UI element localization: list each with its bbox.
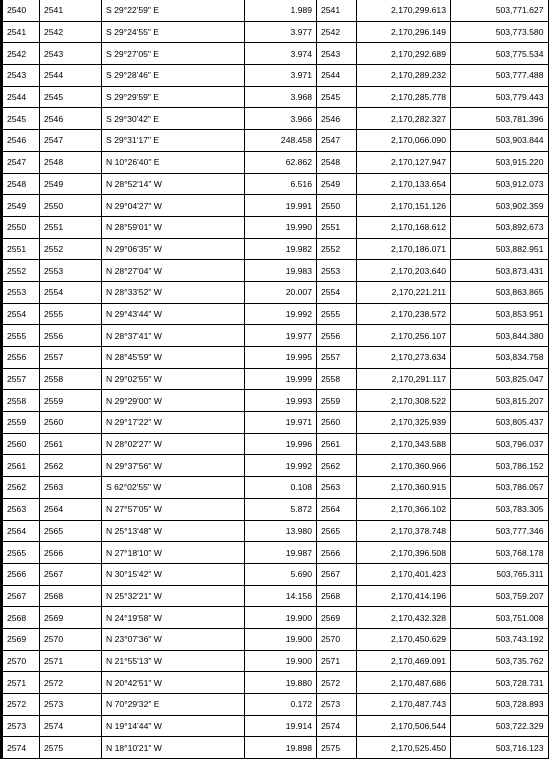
bearing-cell: N 29°02'55" W xyxy=(102,368,245,390)
easting-cell: 503,735.762 xyxy=(451,650,549,672)
easting-cell: 503,777.346 xyxy=(451,520,549,542)
point-cell: 2575 xyxy=(317,737,357,759)
northing-cell: 2,170,127.947 xyxy=(357,151,451,173)
station-from-cell: 2554 xyxy=(2,303,40,325)
northing-cell: 2,170,469.091 xyxy=(357,650,451,672)
station-to-cell: 2557 xyxy=(40,347,102,369)
distance-cell: 19.992 xyxy=(245,303,317,325)
easting-cell: 503,773.580 xyxy=(451,21,549,43)
point-cell: 2573 xyxy=(317,694,357,716)
bearing-cell: N 28°02'27" W xyxy=(102,433,245,455)
distance-cell: 19.987 xyxy=(245,542,317,564)
distance-cell: 19.982 xyxy=(245,238,317,260)
table-row xyxy=(2,216,549,238)
distance-cell: 13.980 xyxy=(245,520,317,542)
table-row xyxy=(2,108,549,130)
table-row xyxy=(2,151,549,173)
distance-cell: 19.971 xyxy=(245,412,317,434)
easting-cell: 503,853.951 xyxy=(451,303,549,325)
point-cell: 2566 xyxy=(317,542,357,564)
point-cell: 2542 xyxy=(317,21,357,43)
station-from-cell: 2540 xyxy=(2,0,40,21)
table-body xyxy=(2,0,549,759)
table-row xyxy=(2,412,549,434)
point-cell: 2558 xyxy=(317,368,357,390)
easting-cell: 503,844.380 xyxy=(451,325,549,347)
point-cell: 2551 xyxy=(317,216,357,238)
distance-cell: 3.966 xyxy=(245,108,317,130)
distance-cell: 19.900 xyxy=(245,650,317,672)
table-row xyxy=(2,43,549,65)
bearing-cell: N 18°10'21" W xyxy=(102,737,245,759)
easting-cell: 503,722.329 xyxy=(451,715,549,737)
distance-cell: 5.872 xyxy=(245,498,317,520)
easting-cell: 503,825.047 xyxy=(451,368,549,390)
point-cell: 2569 xyxy=(317,607,357,629)
northing-cell: 2,170,282.327 xyxy=(357,108,451,130)
station-to-cell: 2543 xyxy=(40,43,102,65)
station-to-cell: 2562 xyxy=(40,455,102,477)
bearing-cell: N 70°29'32" E xyxy=(102,694,245,716)
table-row xyxy=(2,715,549,737)
distance-cell: 3.974 xyxy=(245,43,317,65)
bearing-cell: N 25°13'48" W xyxy=(102,520,245,542)
station-from-cell: 2541 xyxy=(2,21,40,43)
northing-cell: 2,170,401.423 xyxy=(357,563,451,585)
northing-cell: 2,170,296.149 xyxy=(357,21,451,43)
northing-cell: 2,170,066.090 xyxy=(357,130,451,152)
point-cell: 2557 xyxy=(317,347,357,369)
station-from-cell: 2564 xyxy=(2,520,40,542)
table-row xyxy=(2,585,549,607)
station-from-cell: 2544 xyxy=(2,86,40,108)
table-row xyxy=(2,455,549,477)
station-from-cell: 2560 xyxy=(2,433,40,455)
station-from-cell: 2553 xyxy=(2,281,40,303)
northing-cell: 2,170,291.117 xyxy=(357,368,451,390)
table-row xyxy=(2,173,549,195)
station-to-cell: 2556 xyxy=(40,325,102,347)
bearing-cell: S 29°31'17" E xyxy=(102,130,245,152)
station-from-cell: 2570 xyxy=(2,650,40,672)
northing-cell: 2,170,203.640 xyxy=(357,260,451,282)
station-from-cell: 2549 xyxy=(2,195,40,217)
bearing-cell: N 29°29'00" W xyxy=(102,390,245,412)
station-to-cell: 2561 xyxy=(40,433,102,455)
easting-cell: 503,786.152 xyxy=(451,455,549,477)
distance-cell: 19.999 xyxy=(245,368,317,390)
bearing-cell: N 29°06'35" W xyxy=(102,238,245,260)
station-to-cell: 2544 xyxy=(40,65,102,87)
station-to-cell: 2565 xyxy=(40,520,102,542)
station-from-cell: 2547 xyxy=(2,151,40,173)
point-cell: 2553 xyxy=(317,260,357,282)
bearing-cell: N 29°04'27" W xyxy=(102,195,245,217)
bearing-cell: N 28°27'04" W xyxy=(102,260,245,282)
northing-cell: 2,170,343.588 xyxy=(357,433,451,455)
bearing-cell: N 28°33'52" W xyxy=(102,281,245,303)
station-to-cell: 2559 xyxy=(40,390,102,412)
station-to-cell: 2547 xyxy=(40,130,102,152)
station-to-cell: 2574 xyxy=(40,715,102,737)
table-row xyxy=(2,325,549,347)
station-from-cell: 2556 xyxy=(2,347,40,369)
station-from-cell: 2563 xyxy=(2,498,40,520)
northing-cell: 2,170,432.328 xyxy=(357,607,451,629)
point-cell: 2567 xyxy=(317,563,357,585)
point-cell: 2560 xyxy=(317,412,357,434)
table-row xyxy=(2,542,549,564)
station-to-cell: 2542 xyxy=(40,21,102,43)
table-row xyxy=(2,260,549,282)
easting-cell: 503,759.207 xyxy=(451,585,549,607)
distance-cell: 14.156 xyxy=(245,585,317,607)
station-to-cell: 2570 xyxy=(40,628,102,650)
easting-cell: 503,892.673 xyxy=(451,216,549,238)
station-from-cell: 2558 xyxy=(2,390,40,412)
station-to-cell: 2575 xyxy=(40,737,102,759)
station-to-cell: 2567 xyxy=(40,563,102,585)
distance-cell: 0.108 xyxy=(245,477,317,499)
distance-cell: 19.900 xyxy=(245,607,317,629)
northing-cell: 2,170,221.211 xyxy=(357,281,451,303)
station-to-cell: 2552 xyxy=(40,238,102,260)
table-row xyxy=(2,628,549,650)
distance-cell: 19.983 xyxy=(245,260,317,282)
table-row xyxy=(2,650,549,672)
easting-cell: 503,786.057 xyxy=(451,477,549,499)
easting-cell: 503,783.305 xyxy=(451,498,549,520)
northing-cell: 2,170,487.686 xyxy=(357,672,451,694)
bearing-cell: N 29°37'56" W xyxy=(102,455,245,477)
point-cell: 2550 xyxy=(317,195,357,217)
point-cell: 2561 xyxy=(317,433,357,455)
distance-cell: 5.690 xyxy=(245,563,317,585)
station-from-cell: 2550 xyxy=(2,216,40,238)
point-cell: 2568 xyxy=(317,585,357,607)
easting-cell: 503,863.865 xyxy=(451,281,549,303)
station-from-cell: 2569 xyxy=(2,628,40,650)
station-from-cell: 2542 xyxy=(2,43,40,65)
distance-cell: 19.990 xyxy=(245,216,317,238)
distance-cell: 19.993 xyxy=(245,390,317,412)
station-to-cell: 2554 xyxy=(40,281,102,303)
northing-cell: 2,170,506.544 xyxy=(357,715,451,737)
station-to-cell: 2558 xyxy=(40,368,102,390)
northing-cell: 2,170,525.450 xyxy=(357,737,451,759)
station-from-cell: 2552 xyxy=(2,260,40,282)
station-to-cell: 2551 xyxy=(40,216,102,238)
easting-cell: 503,728.731 xyxy=(451,672,549,694)
bearing-cell: S 29°24'55" E xyxy=(102,21,245,43)
table-row xyxy=(2,563,549,585)
northing-cell: 2,170,292.689 xyxy=(357,43,451,65)
point-cell: 2563 xyxy=(317,477,357,499)
distance-cell: 62.862 xyxy=(245,151,317,173)
station-from-cell: 2543 xyxy=(2,65,40,87)
distance-cell: 19.996 xyxy=(245,433,317,455)
point-cell: 2571 xyxy=(317,650,357,672)
point-cell: 2555 xyxy=(317,303,357,325)
easting-cell: 503,796.037 xyxy=(451,433,549,455)
distance-cell: 19.992 xyxy=(245,455,317,477)
point-cell: 2547 xyxy=(317,130,357,152)
point-cell: 2574 xyxy=(317,715,357,737)
table-row xyxy=(2,86,549,108)
point-cell: 2564 xyxy=(317,498,357,520)
table-row xyxy=(2,303,549,325)
distance-cell: 19.900 xyxy=(245,628,317,650)
easting-cell: 503,912.073 xyxy=(451,173,549,195)
bearing-cell: N 30°15'42" W xyxy=(102,563,245,585)
bearing-cell: N 28°59'01" W xyxy=(102,216,245,238)
northing-cell: 2,170,325.939 xyxy=(357,412,451,434)
point-cell: 2559 xyxy=(317,390,357,412)
northing-cell: 2,170,450.629 xyxy=(357,628,451,650)
table-row xyxy=(2,65,549,87)
point-cell: 2562 xyxy=(317,455,357,477)
station-from-cell: 2568 xyxy=(2,607,40,629)
bearing-cell: S 29°22'59" E xyxy=(102,0,245,21)
bearing-cell: N 23°07'36" W xyxy=(102,628,245,650)
table-row xyxy=(2,195,549,217)
bearing-cell: S 29°28'46" E xyxy=(102,65,245,87)
table-row xyxy=(2,672,549,694)
station-to-cell: 2545 xyxy=(40,86,102,108)
table-row xyxy=(2,694,549,716)
bearing-cell: S 29°27'05" E xyxy=(102,43,245,65)
bearing-cell: N 25°32'21" W xyxy=(102,585,245,607)
easting-cell: 503,834.758 xyxy=(451,347,549,369)
station-from-cell: 2562 xyxy=(2,477,40,499)
table-row xyxy=(2,498,549,520)
point-cell: 2544 xyxy=(317,65,357,87)
point-cell: 2543 xyxy=(317,43,357,65)
bearing-cell: N 27°18'10" W xyxy=(102,542,245,564)
easting-cell: 503,779.443 xyxy=(451,86,549,108)
easting-cell: 503,743.192 xyxy=(451,628,549,650)
bearing-cell: S 29°30'42" E xyxy=(102,108,245,130)
northing-cell: 2,170,256.107 xyxy=(357,325,451,347)
point-cell: 2548 xyxy=(317,151,357,173)
station-to-cell: 2568 xyxy=(40,585,102,607)
easting-cell: 503,805.437 xyxy=(451,412,549,434)
station-from-cell: 2572 xyxy=(2,694,40,716)
station-to-cell: 2566 xyxy=(40,542,102,564)
table-row xyxy=(2,238,549,260)
distance-cell: 3.971 xyxy=(245,65,317,87)
point-cell: 2549 xyxy=(317,173,357,195)
easting-cell: 503,768.178 xyxy=(451,542,549,564)
easting-cell: 503,777.488 xyxy=(451,65,549,87)
station-to-cell: 2546 xyxy=(40,108,102,130)
distance-cell: 19.914 xyxy=(245,715,317,737)
northing-cell: 2,170,366.102 xyxy=(357,498,451,520)
table-row xyxy=(2,0,549,21)
easting-cell: 503,751.008 xyxy=(451,607,549,629)
easting-cell: 503,902.359 xyxy=(451,195,549,217)
northing-cell: 2,170,396.508 xyxy=(357,542,451,564)
station-to-cell: 2563 xyxy=(40,477,102,499)
northing-cell: 2,170,273.634 xyxy=(357,347,451,369)
point-cell: 2554 xyxy=(317,281,357,303)
station-from-cell: 2555 xyxy=(2,325,40,347)
easting-cell: 503,915.220 xyxy=(451,151,549,173)
station-to-cell: 2541 xyxy=(40,0,102,21)
northing-cell: 2,170,151.126 xyxy=(357,195,451,217)
point-cell: 2556 xyxy=(317,325,357,347)
bearing-cell: N 10°26'40" E xyxy=(102,151,245,173)
distance-cell: 3.977 xyxy=(245,21,317,43)
station-to-cell: 2572 xyxy=(40,672,102,694)
table-row xyxy=(2,607,549,629)
station-to-cell: 2564 xyxy=(40,498,102,520)
station-from-cell: 2565 xyxy=(2,542,40,564)
northing-cell: 2,170,186.071 xyxy=(357,238,451,260)
easting-cell: 503,882.951 xyxy=(451,238,549,260)
station-from-cell: 2551 xyxy=(2,238,40,260)
table-row xyxy=(2,347,549,369)
station-from-cell: 2566 xyxy=(2,563,40,585)
station-from-cell: 2567 xyxy=(2,585,40,607)
easting-cell: 503,771.627 xyxy=(451,0,549,21)
distance-cell: 3.968 xyxy=(245,86,317,108)
point-cell: 2570 xyxy=(317,628,357,650)
point-cell: 2545 xyxy=(317,86,357,108)
table-row xyxy=(2,390,549,412)
station-from-cell: 2545 xyxy=(2,108,40,130)
bearing-cell: N 19°14'44" W xyxy=(102,715,245,737)
station-from-cell: 2561 xyxy=(2,455,40,477)
northing-cell: 2,170,487.743 xyxy=(357,694,451,716)
bearing-cell: N 29°17'22" W xyxy=(102,412,245,434)
station-to-cell: 2569 xyxy=(40,607,102,629)
station-to-cell: 2549 xyxy=(40,173,102,195)
distance-cell: 1.989 xyxy=(245,0,317,21)
table-row xyxy=(2,21,549,43)
bearing-cell: S 62°02'55" W xyxy=(102,477,245,499)
point-cell: 2572 xyxy=(317,672,357,694)
distance-cell: 0.172 xyxy=(245,694,317,716)
northing-cell: 2,170,308.522 xyxy=(357,390,451,412)
easting-cell: 503,765.311 xyxy=(451,563,549,585)
table-row xyxy=(2,520,549,542)
station-to-cell: 2573 xyxy=(40,694,102,716)
table-row xyxy=(2,281,549,303)
northing-cell: 2,170,378.748 xyxy=(357,520,451,542)
station-from-cell: 2559 xyxy=(2,412,40,434)
northing-cell: 2,170,289.232 xyxy=(357,65,451,87)
bearing-cell: S 29°29'59" E xyxy=(102,86,245,108)
point-cell: 2565 xyxy=(317,520,357,542)
northing-cell: 2,170,299.613 xyxy=(357,0,451,21)
bearing-cell: N 27°57'05" W xyxy=(102,498,245,520)
northing-cell: 2,170,168.612 xyxy=(357,216,451,238)
distance-cell: 19.898 xyxy=(245,737,317,759)
easting-cell: 503,903.844 xyxy=(451,130,549,152)
distance-cell: 19.880 xyxy=(245,672,317,694)
bearing-cell: N 29°43'44" W xyxy=(102,303,245,325)
distance-cell: 19.995 xyxy=(245,347,317,369)
distance-cell: 20.007 xyxy=(245,281,317,303)
northing-cell: 2,170,133.654 xyxy=(357,173,451,195)
point-cell: 2552 xyxy=(317,238,357,260)
distance-cell: 248.458 xyxy=(245,130,317,152)
easting-cell: 503,815.207 xyxy=(451,390,549,412)
station-from-cell: 2546 xyxy=(2,130,40,152)
point-cell: 2546 xyxy=(317,108,357,130)
northing-cell: 2,170,360.966 xyxy=(357,455,451,477)
bearing-cell: N 28°45'59" W xyxy=(102,347,245,369)
distance-cell: 19.991 xyxy=(245,195,317,217)
point-cell: 2541 xyxy=(317,0,357,21)
station-to-cell: 2553 xyxy=(40,260,102,282)
station-from-cell: 2557 xyxy=(2,368,40,390)
northing-cell: 2,170,414.196 xyxy=(357,585,451,607)
station-to-cell: 2548 xyxy=(40,151,102,173)
bearing-cell: N 28°52'14" W xyxy=(102,173,245,195)
table-row xyxy=(2,737,549,759)
table-row xyxy=(2,433,549,455)
station-to-cell: 2550 xyxy=(40,195,102,217)
station-from-cell: 2573 xyxy=(2,715,40,737)
northing-cell: 2,170,238.572 xyxy=(357,303,451,325)
table-row xyxy=(2,130,549,152)
station-to-cell: 2571 xyxy=(40,650,102,672)
northing-cell: 2,170,360.915 xyxy=(357,477,451,499)
table-row xyxy=(2,477,549,499)
bearing-cell: N 20°42'51" W xyxy=(102,672,245,694)
easting-cell: 503,728.893 xyxy=(451,694,549,716)
station-to-cell: 2560 xyxy=(40,412,102,434)
distance-cell: 19.977 xyxy=(245,325,317,347)
easting-cell: 503,781.396 xyxy=(451,108,549,130)
bearing-cell: N 24°19'58" W xyxy=(102,607,245,629)
easting-cell: 503,873.431 xyxy=(451,260,549,282)
station-from-cell: 2574 xyxy=(2,737,40,759)
station-from-cell: 2548 xyxy=(2,173,40,195)
bearing-cell: N 28°37'41" W xyxy=(102,325,245,347)
easting-cell: 503,716.123 xyxy=(451,737,549,759)
distance-cell: 6.516 xyxy=(245,173,317,195)
easting-cell: 503,775.534 xyxy=(451,43,549,65)
table-row xyxy=(2,368,549,390)
station-from-cell: 2571 xyxy=(2,672,40,694)
bearing-cell: N 21°55'13" W xyxy=(102,650,245,672)
station-to-cell: 2555 xyxy=(40,303,102,325)
northing-cell: 2,170,285.778 xyxy=(357,86,451,108)
